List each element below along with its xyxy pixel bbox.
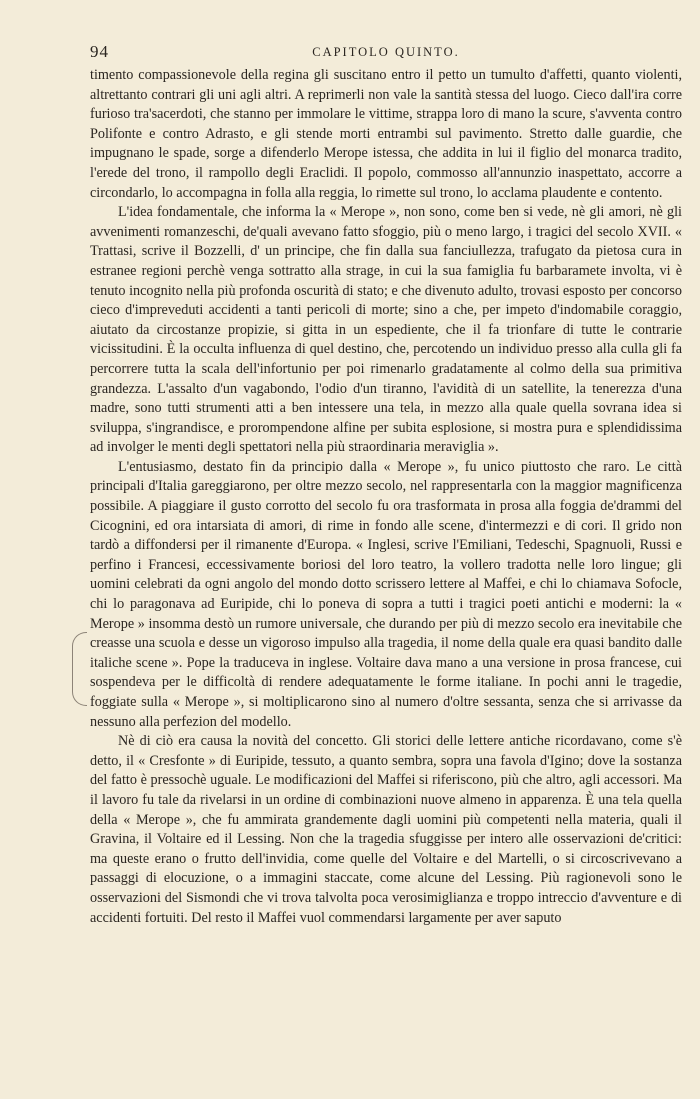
paragraph: L'idea fondamentale, che informa la « Merope », non sono, come ben si vede, nè gli amori, nè gli avvenimenti romanzeschi, de'quali avevano fatto sfoggio, più o meno largo, i tragici del secolo XVII. « Trattasi, scrive il Bozzelli, d' un principe, che fin dalla sua fanciullezza, trafugato da pietosa cura in estranee regioni perchè venga sottratto alla strage, in cui la sua famiglia fu barbaramete involta, vi è tenuto incognito nella più profonda oscurità di stato; e che divenuto adulto, trovasi esposto per concorso cieco d'impreveduti accidenti a tanti pericoli di morte; sino a che, per impeto d'indomabile coraggio, aiutato da circostanze propizie, si gitta in un espediente, che il fa trionfare di tutte le contrarie vicissitudini. È la occulta influenza di quel destino, che, percotendo un individuo presso alla culla gli fa percorrere tutta la scala dell'infortunio per poi rimenarlo gradatamente al colmo della sua primitiva grandezza. L'assalto d'un vagabondo, l'odio d'un tiranno, l'avidità di un satellite, la tenerezza d'una madre, sono tutti strumenti atti a ben intessere una tela, in mezzo alla quale quella sovrana idea si sviluppa, s'ingrandisce, e prorompendone alfine per subita esplosione, si mostra pura e splendidissima ad involger le menti degli spettatori nella più straordinaria meraviglia ». bbox=[90, 204, 682, 456]
paragraph: timento compassionevole della regina gli suscitano entro il petto un tumulto d'affetti, quanto violenti, altrettanto contrari gli uni agli altri. A reprimerli non vale la santità stessa del luogo. Cieco dall'ira corre furioso tra'sacerdoti, che stanno per immolare le vittime, strappa loro di mano la scure, s'avventa contro Polifonte e contro Adrasto, e gli stende morti entrambi sul pavimento. Stretto dalle guardie, che impugnano le spade, sorge a difenderlo Merope istessa, che addita in lui il figlio del monarca tradito, l'erede del trono, il rampollo degli Eraclidi. Il popolo, commosso all'annunzio inaspettato, accorre a circondarlo, lo accompagna in folla alla reggia, lo rimette sul trono, lo acclama plaudente e contento. bbox=[90, 67, 682, 201]
page-header bbox=[90, 42, 682, 64]
page-body bbox=[90, 66, 682, 928]
margin-bracket-mark bbox=[72, 632, 87, 706]
running-title: CAPITOLO QUINTO. bbox=[312, 45, 460, 59]
paragraph: Nè di ciò era causa la novità del concetto. Gli storici delle lettere antiche ricordavano, come s'è detto, il « Cresfonte » di Euripide, tessuto, a quanto sembra, sopra una favola d'Igino; dove la sostanza del fatto è pressochè uguale. Le modificazioni del Maffei si riferiscono, più che altro, agli accessori. Ma il lavoro fu tale da rivelarsi in un ordine di combinazioni nuove almeno in apparenza. È una tela quella della « Merope », che fu ammirata grandemente dagli uomini più competenti nella materia, quali il Gravina, il Voltaire ed il Lessing. Non che la tragedia sfuggisse per intero alle osservazioni de'critici: ma queste erano o frutto dell'invidia, come quelle del Voltaire e del Martelli, o si circoscrivevano a passaggi di elocuzione, o a immagini staccate, come alcune del Lessing. Più ragionevoli sono le osservazioni del Sismondi che vi trova talvolta poca verosimiglianza e troppo intreccio d'avventure e di accidenti fortuiti. Del resto il Maffei vuol commendarsi largamente per aver saputo bbox=[90, 733, 682, 926]
page-number: 94 bbox=[90, 42, 109, 61]
paragraph: L'entusiasmo, destato fin da principio dalla « Merope », fu unico piuttosto che raro. Le città principali d'Italia gareggiarono, per oltre mezzo secolo, nel rappresentarla con la maggior magnificenza possibile. A piaggiare il gusto corrotto del secolo fu ora trasformata in prosa alla foggia de'drammi del Cicognini, ed ora intarsiata di amori, di rime in fondo alle scene, d'intermezzi e di cori. Il grido non tardò a diffondersi per il rimanente d'Europa. « Inglesi, scrive l'Emiliani, Tedeschi, Spagnuoli, Russi e perfino i Francesi, eccessivamente boriosi del loro teatro, la vollero tradotta nelle loro lingue; gli uomini celebrati da ogni angolo del mondo dotto scrissero lettere al Maffei, e chi lo chiamava Sofocle, chi lo paragonava ad Euripide, chi lo poneva di sopra a tutti i tragici poeti antichi e moderni: la « Merope » insomma destò un rumore universale, che durando per più di mezzo secolo era inevitabile che creasse una scuola e desse un vigoroso impulso alla tragedia, il nome della quale era quasi bandito dalle italiche scene ». Pope la traduceva in inglese. Voltaire dava mano a una versione in prosa francese, cui sospendeva per le difficoltà di rendere adequatamente le forme italiane. In pochi anni le tragedie, foggiate sulla « Merope », si moltiplicarono sino al numero d'oltre sessanta, senza che si arrivasse da nessuno alla perfezion del modello. bbox=[90, 458, 682, 730]
